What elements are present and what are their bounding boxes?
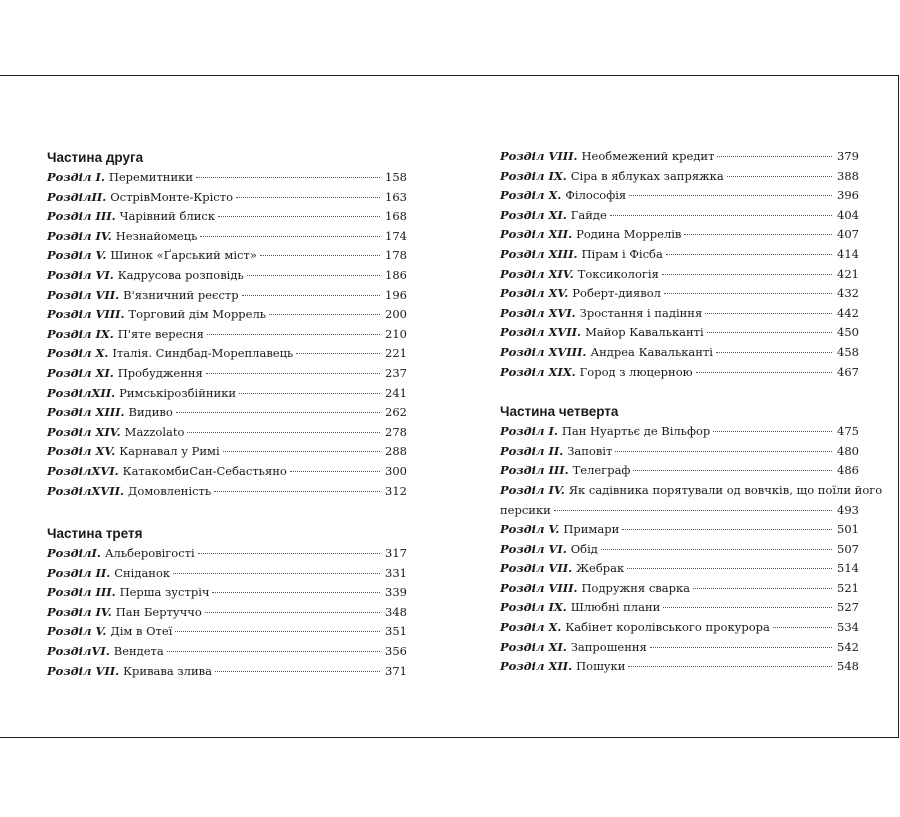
chapter-title: Незнайомець xyxy=(115,228,198,243)
toc-entry[interactable] xyxy=(47,227,407,247)
leader-dots xyxy=(664,293,832,294)
part-three-heading: Частина третя xyxy=(47,526,143,542)
leader-dots xyxy=(693,588,832,589)
page-number: 237 xyxy=(385,365,407,380)
toc-entry[interactable] xyxy=(500,540,859,560)
toc-entry[interactable] xyxy=(500,225,859,245)
chapter-title: Видиво xyxy=(128,405,173,420)
leader-dots xyxy=(601,549,832,550)
toc-entry[interactable] xyxy=(500,579,859,599)
chapter-title-line2: персики xyxy=(500,502,551,517)
chapter-title: Гайде xyxy=(570,207,607,222)
chapter-number: Розділ XIX. xyxy=(500,364,576,379)
page-number: 548 xyxy=(837,659,859,674)
chapter-title: Перемитники xyxy=(108,170,193,184)
page-number: 475 xyxy=(837,424,859,439)
chapter-number: Розділ VII. xyxy=(500,561,573,576)
chapter-title: Пошуки xyxy=(576,659,626,674)
chapter-title: Жебрак xyxy=(576,561,625,576)
part-four-list-a xyxy=(500,422,859,481)
leader-dots xyxy=(773,627,832,628)
chapter-title: Заповіт xyxy=(567,443,613,458)
toc-entry[interactable] xyxy=(47,364,407,384)
chapter-title: Зростання і падіння xyxy=(579,305,703,320)
page-number: 241 xyxy=(385,385,407,400)
toc-left-column xyxy=(47,148,407,681)
chapter-title: Примари xyxy=(563,522,620,537)
chapter-title: Кабінет королівського прокурора xyxy=(565,620,770,635)
page-number: 348 xyxy=(385,604,407,619)
chapter-title: Подружня сварка xyxy=(581,580,691,595)
chapter-number: Розділ XIII. xyxy=(500,246,578,261)
page-number: 432 xyxy=(837,286,859,301)
leader-dots xyxy=(242,295,380,296)
chapter-number: Розділ X. xyxy=(500,188,562,203)
chapter-number: Розділ VII. xyxy=(47,287,120,302)
page-number: 312 xyxy=(385,483,407,498)
page-number: 317 xyxy=(385,546,407,561)
leader-dots xyxy=(684,234,832,235)
leader-dots xyxy=(269,314,380,315)
toc-entry[interactable] xyxy=(500,442,859,462)
toc-entry[interactable] xyxy=(500,520,859,540)
toc-entry[interactable] xyxy=(500,363,859,383)
chapter-title: Альберовігості xyxy=(104,546,195,561)
chapter-number: РозділXII. xyxy=(47,385,116,400)
leader-dots xyxy=(173,573,380,574)
chapter-title: Пан Бертуччо xyxy=(115,604,202,619)
chapter-title: Необмежений кредит xyxy=(581,149,715,163)
toc-entry[interactable] xyxy=(500,638,859,658)
chapter-title: Шлюбні плани xyxy=(570,600,661,615)
leader-dots xyxy=(205,612,380,613)
leader-dots xyxy=(713,431,832,432)
chapter-number: Розділ IV. xyxy=(47,228,112,243)
leader-dots xyxy=(176,412,380,413)
chapter-number: Розділ IX. xyxy=(500,600,567,615)
part-three-list xyxy=(47,544,407,681)
leader-dots xyxy=(198,553,380,554)
chapter-title: Андреа Кавальканті xyxy=(590,344,713,359)
chapter-title: Пробудження xyxy=(117,365,203,380)
chapter-number: Розділ IV. xyxy=(500,482,565,497)
part-three-continued-list xyxy=(500,147,859,382)
chapter-title: Кривава злива xyxy=(123,663,212,678)
toc-entry[interactable] xyxy=(500,422,859,442)
toc-entry[interactable] xyxy=(47,642,407,662)
chapter-number: Розділ X. xyxy=(500,620,562,635)
chapter-number: Розділ VI. xyxy=(500,541,567,556)
page-number: 356 xyxy=(385,644,407,659)
page-number: 396 xyxy=(837,188,859,203)
toc-entry[interactable] xyxy=(47,188,407,208)
toc-entry[interactable] xyxy=(47,662,407,682)
part-four-heading: Частина четверта xyxy=(500,404,619,420)
part-two-list xyxy=(47,168,407,501)
chapter-title: Римськірозбійники xyxy=(119,385,237,400)
page-number: 351 xyxy=(385,624,407,639)
toc-entry[interactable] xyxy=(500,657,859,677)
toc-entry[interactable] xyxy=(500,343,859,363)
leader-dots xyxy=(296,353,380,354)
leader-dots xyxy=(167,651,380,652)
leader-dots xyxy=(610,215,832,216)
leader-dots xyxy=(187,432,380,433)
leader-dots xyxy=(196,177,380,178)
leader-dots xyxy=(290,471,380,472)
chapter-number: Розділ XIV. xyxy=(500,266,574,281)
page-number: 196 xyxy=(385,287,407,302)
toc-entry[interactable] xyxy=(500,284,859,304)
chapter-title: П'яте вересня xyxy=(117,326,204,341)
toc-entry[interactable] xyxy=(47,544,407,564)
leader-dots xyxy=(707,332,832,333)
toc-entry[interactable] xyxy=(47,305,407,325)
page-number: 527 xyxy=(837,600,859,615)
chapter-number: Розділ VI. xyxy=(47,267,114,282)
toc-entry[interactable] xyxy=(47,325,407,345)
toc-entry[interactable] xyxy=(500,304,859,324)
part-four-list-b xyxy=(500,520,859,677)
page-number: 174 xyxy=(385,228,407,243)
page-number: 493 xyxy=(837,502,859,517)
page-number: 168 xyxy=(385,209,407,224)
page-number: 200 xyxy=(385,307,407,322)
toc-entry[interactable] xyxy=(500,461,859,481)
chapter-number: РозділXVII. xyxy=(47,483,125,498)
chapter-title: Кадрусова розповідь xyxy=(117,267,244,282)
leader-dots xyxy=(628,666,832,667)
page-number: 331 xyxy=(385,565,407,580)
leader-dots xyxy=(716,352,832,353)
leader-dots xyxy=(629,195,832,196)
page-number: 414 xyxy=(837,246,859,261)
leader-dots xyxy=(662,274,832,275)
chapter-title: Токсикологія xyxy=(577,266,659,281)
toc-entry[interactable] xyxy=(500,559,859,579)
chapter-number: Розділ XII. xyxy=(500,659,573,674)
chapter-title: Телеграф xyxy=(572,463,631,478)
toc-entry[interactable] xyxy=(47,583,407,603)
chapter-title: Торговий дім Моррель xyxy=(128,307,267,322)
chapter-number: Розділ II. xyxy=(500,443,564,458)
page-number: 407 xyxy=(837,227,859,242)
page-number: 507 xyxy=(837,541,859,556)
chapter-title: КатакомбиСан-Себастьяно xyxy=(122,463,287,478)
chapter-number: РозділI. xyxy=(47,546,101,561)
leader-dots xyxy=(207,334,380,335)
chapter-number: Розділ IV. xyxy=(47,604,112,619)
chapter-number: Розділ III. xyxy=(47,585,116,600)
chapter-title: Філософія xyxy=(565,188,627,203)
page-number: 534 xyxy=(837,620,859,635)
toc-entry[interactable] xyxy=(47,168,407,188)
chapter-number: Розділ III. xyxy=(47,209,116,224)
page-number: 339 xyxy=(385,585,407,600)
leader-dots xyxy=(218,216,380,217)
toc-entry[interactable] xyxy=(47,603,407,623)
leader-dots xyxy=(696,372,832,373)
leader-dots xyxy=(206,373,380,374)
toc-entry[interactable] xyxy=(500,618,859,638)
chapter-title: Сіра в яблуках запряжка xyxy=(570,168,724,183)
leader-dots xyxy=(175,631,380,632)
chapter-number: Розділ XV. xyxy=(47,444,116,459)
toc-entry[interactable] xyxy=(500,245,859,265)
toc-entry[interactable] xyxy=(47,286,407,306)
toc-entry[interactable] xyxy=(47,442,407,462)
leader-dots xyxy=(615,451,832,452)
toc-entry[interactable] xyxy=(47,384,407,404)
page-number: 486 xyxy=(837,463,859,478)
leader-dots xyxy=(717,156,832,157)
leader-dots xyxy=(727,176,832,177)
page-number: 514 xyxy=(837,561,859,576)
chapter-title: Обід xyxy=(570,541,598,556)
toc-entry[interactable] xyxy=(47,266,407,286)
leader-dots xyxy=(633,470,832,471)
chapter-title: Роберт-диявол xyxy=(572,286,661,301)
toc-entry[interactable] xyxy=(500,186,859,206)
toc-entry[interactable] xyxy=(47,564,407,584)
chapter-number: Розділ XVI. xyxy=(500,305,576,320)
chapter-number: Розділ I. xyxy=(500,424,558,439)
page-number: 288 xyxy=(385,444,407,459)
chapter-title: Італія. Синдбад-Мореплавець xyxy=(112,346,294,361)
chapter-number: Розділ VIII. xyxy=(500,149,578,163)
leader-dots xyxy=(554,510,832,511)
leader-dots xyxy=(627,568,832,569)
toc-entry[interactable] xyxy=(47,423,407,443)
chapter-number: Розділ XV. xyxy=(500,286,569,301)
chapter-number: РозділXVI. xyxy=(47,463,119,478)
chapter-number: РозділII. xyxy=(47,189,107,204)
chapter-number: Розділ XIII. xyxy=(47,405,125,420)
chapter-number: Розділ III. xyxy=(500,463,569,478)
chapter-title: В'язничний реєстр xyxy=(123,287,239,302)
leader-dots xyxy=(650,647,832,648)
chapter-title: Дім в Отеї xyxy=(110,624,173,639)
page-number: 421 xyxy=(837,266,859,281)
leader-dots xyxy=(705,313,832,314)
leader-dots xyxy=(215,671,380,672)
chapter-title: Вендета xyxy=(113,644,164,659)
page-number: 388 xyxy=(837,168,859,183)
leader-dots xyxy=(200,236,380,237)
page-number: 458 xyxy=(837,344,859,359)
leader-dots xyxy=(663,607,832,608)
page-number: 442 xyxy=(837,305,859,320)
chapter-number: РозділVI. xyxy=(47,644,110,659)
page-number: 300 xyxy=(385,463,407,478)
chapter-number: Розділ VIII. xyxy=(47,307,125,322)
chapter-title: Город з люцерною xyxy=(579,364,693,379)
toc-entry[interactable] xyxy=(47,622,407,642)
chapter-number: Розділ XII. xyxy=(500,227,573,242)
chapter-number: Розділ XI. xyxy=(500,639,567,654)
toc-entry[interactable] xyxy=(47,482,407,502)
chapter-number: Розділ I. xyxy=(47,170,105,184)
page-number: 542 xyxy=(837,639,859,654)
page-number: 467 xyxy=(837,364,859,379)
chapter-title: Майор Кавальканті xyxy=(585,325,704,340)
page-number: 178 xyxy=(385,248,407,263)
page-number: 186 xyxy=(385,267,407,282)
page-number: 521 xyxy=(837,580,859,595)
chapter-title: Чарівний блиск xyxy=(119,209,216,224)
leader-dots xyxy=(236,197,380,198)
part-two-heading: Частина друга xyxy=(47,150,144,165)
chapter-number: Розділ XIV. xyxy=(47,424,121,439)
chapter-title: Перша зустріч xyxy=(119,585,210,600)
page-number: 163 xyxy=(385,189,407,204)
leader-dots xyxy=(223,451,380,452)
chapter-number: Розділ VIII. xyxy=(500,580,578,595)
toc-entry[interactable] xyxy=(500,147,859,167)
page-number: 379 xyxy=(837,149,859,163)
toc-entry[interactable] xyxy=(47,344,407,364)
toc-entry[interactable] xyxy=(500,598,859,618)
chapter-number: Розділ XI. xyxy=(47,365,114,380)
toc-entry[interactable] xyxy=(500,323,859,343)
page-number: 278 xyxy=(385,424,407,439)
leader-dots xyxy=(260,255,380,256)
page-number: 158 xyxy=(385,170,407,184)
toc-entry[interactable] xyxy=(500,167,859,187)
chapter-title: Запрошення xyxy=(570,639,647,654)
page-number: 210 xyxy=(385,326,407,341)
chapter-title: Пан Нуартьє де Вільфор xyxy=(561,424,711,439)
page-number: 501 xyxy=(837,522,859,537)
chapter-title: Пірам і Фісба xyxy=(581,246,663,261)
toc-entry[interactable] xyxy=(500,206,859,226)
chapter-number: Розділ IX. xyxy=(47,326,114,341)
page-number: 480 xyxy=(837,443,859,458)
toc-entry[interactable] xyxy=(500,265,859,285)
toc-right-column xyxy=(500,147,883,677)
page-number: 371 xyxy=(385,663,407,678)
page-number: 450 xyxy=(837,325,859,340)
leader-dots xyxy=(239,393,380,394)
leader-dots xyxy=(212,592,380,593)
page-number: 221 xyxy=(385,346,407,361)
leader-dots xyxy=(666,254,832,255)
chapter-title: Mazzolato xyxy=(124,424,185,439)
chapter-number: Розділ V. xyxy=(47,624,107,639)
toc-entry[interactable] xyxy=(47,207,407,227)
chapter-number: Розділ VII. xyxy=(47,663,120,678)
chapter-number: Розділ XI. xyxy=(500,207,567,222)
toc-entry[interactable] xyxy=(500,481,883,520)
chapter-title: Домовленість xyxy=(128,483,212,498)
chapter-number: Розділ V. xyxy=(47,248,107,263)
book-spread xyxy=(0,75,899,738)
page-number: 262 xyxy=(385,405,407,420)
leader-dots xyxy=(247,275,380,276)
chapter-number: Розділ IX. xyxy=(500,168,567,183)
chapter-title: Шинок «Ґарський міст» xyxy=(110,248,257,263)
chapter-number: Розділ XVII. xyxy=(500,325,582,340)
toc-entry[interactable] xyxy=(47,462,407,482)
chapter-number: Розділ XVIII. xyxy=(500,344,587,359)
chapter-number: Розділ X. xyxy=(47,346,109,361)
chapter-title: Сніданок xyxy=(114,565,171,580)
chapter-title: Родина Моррелів xyxy=(576,227,682,242)
chapter-number: Розділ II. xyxy=(47,565,111,580)
leader-dots xyxy=(214,491,380,492)
chapter-title: Карнавал у Римі xyxy=(119,444,220,459)
chapter-number: Розділ V. xyxy=(500,522,560,537)
toc-entry[interactable] xyxy=(47,403,407,423)
page-number: 404 xyxy=(837,207,859,222)
toc-entry[interactable] xyxy=(47,246,407,266)
leader-dots xyxy=(622,529,832,530)
chapter-title-line1: Як садівника порятували од вовчків, що поїли його xyxy=(568,482,883,497)
chapter-title: ОстрівМонте-Крісто xyxy=(110,189,234,204)
